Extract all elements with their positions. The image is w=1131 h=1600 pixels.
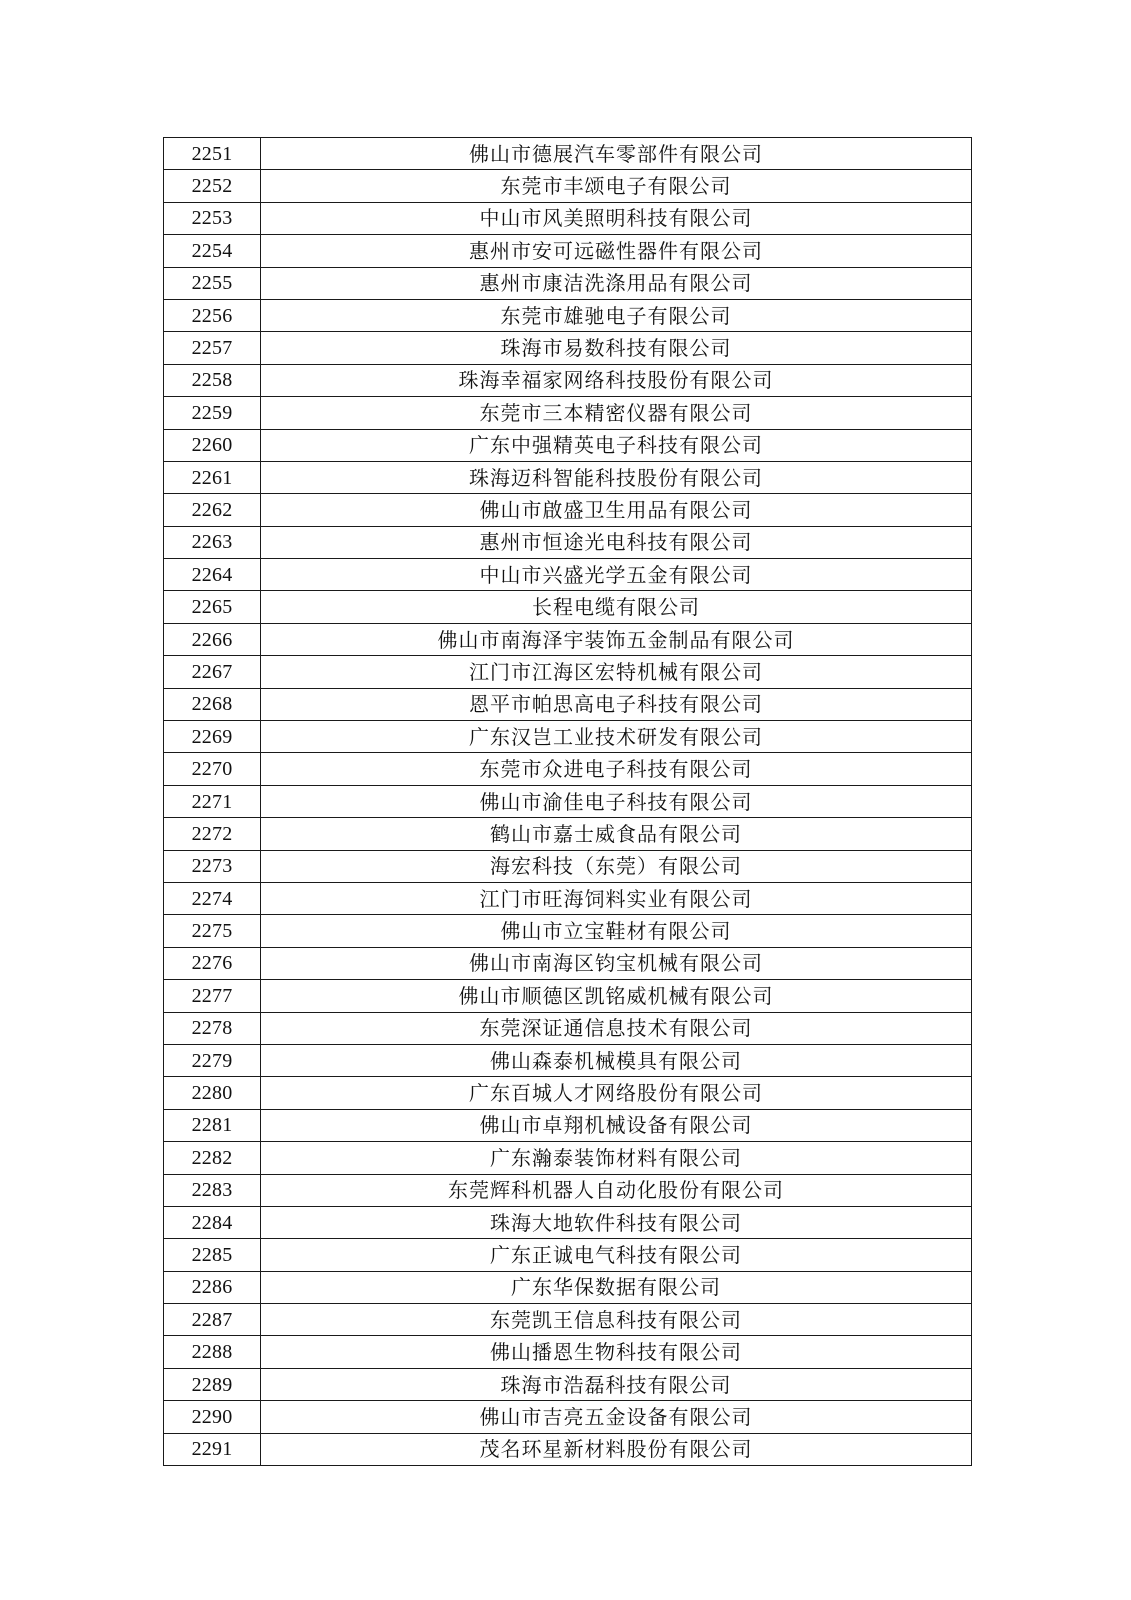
table-row: [164, 1044, 972, 1076]
table-row: [164, 915, 972, 947]
company-name-cell: 佛山森泰机械模具有限公司: [261, 1044, 972, 1076]
company-list-table: [163, 137, 972, 1466]
row-number-cell: 2274: [164, 882, 261, 914]
row-number-cell: 2277: [164, 980, 261, 1012]
table-row: [164, 1109, 972, 1141]
table-row: [164, 429, 972, 461]
company-name-cell: 珠海大地软件科技有限公司: [261, 1206, 972, 1238]
table-row: [164, 526, 972, 558]
row-number-cell: 2270: [164, 753, 261, 785]
company-name-cell: 佛山市啟盛卫生用品有限公司: [261, 494, 972, 526]
table-row: [164, 688, 972, 720]
row-number-cell: 2267: [164, 656, 261, 688]
table-row: [164, 1336, 972, 1368]
table-row: [164, 1271, 972, 1303]
company-name-cell: 广东瀚泰装饰材料有限公司: [261, 1142, 972, 1174]
company-name-cell: 鹤山市嘉士威食品有限公司: [261, 818, 972, 850]
company-name-cell: 东莞凯王信息科技有限公司: [261, 1304, 972, 1336]
company-name-cell: 佛山市德展汽车零部件有限公司: [261, 138, 972, 170]
company-name-cell: 东莞深证通信息技术有限公司: [261, 1012, 972, 1044]
company-name-cell: 惠州市康洁洗涤用品有限公司: [261, 267, 972, 299]
table-row: [164, 267, 972, 299]
company-name-cell: 中山市兴盛光学五金有限公司: [261, 559, 972, 591]
company-name-cell: 东莞辉科机器人自动化股份有限公司: [261, 1174, 972, 1206]
table-body: [164, 138, 972, 1466]
row-number-cell: 2264: [164, 559, 261, 591]
row-number-cell: 2289: [164, 1368, 261, 1400]
row-number-cell: 2283: [164, 1174, 261, 1206]
company-name-cell: 江门市江海区宏特机械有限公司: [261, 656, 972, 688]
row-number-cell: 2262: [164, 494, 261, 526]
table-row: [164, 753, 972, 785]
company-name-cell: 海宏科技（东莞）有限公司: [261, 850, 972, 882]
row-number-cell: 2257: [164, 332, 261, 364]
company-name-cell: 东莞市雄驰电子有限公司: [261, 299, 972, 331]
row-number-cell: 2259: [164, 397, 261, 429]
table-row: [164, 1206, 972, 1238]
row-number-cell: 2269: [164, 721, 261, 753]
row-number-cell: 2285: [164, 1239, 261, 1271]
table-row: [164, 1368, 972, 1400]
table-row: [164, 1401, 972, 1433]
row-number-cell: 2251: [164, 138, 261, 170]
company-name-cell: 东莞市丰颂电子有限公司: [261, 170, 972, 202]
company-name-cell: 广东百城人才网络股份有限公司: [261, 1077, 972, 1109]
company-name-cell: 中山市风美照明科技有限公司: [261, 202, 972, 234]
company-name-cell: 长程电缆有限公司: [261, 591, 972, 623]
company-name-cell: 珠海市浩磊科技有限公司: [261, 1368, 972, 1400]
company-name-cell: 广东华保数据有限公司: [261, 1271, 972, 1303]
table-row: [164, 980, 972, 1012]
table-row: [164, 138, 972, 170]
table-row: [164, 947, 972, 979]
row-number-cell: 2254: [164, 235, 261, 267]
row-number-cell: 2266: [164, 623, 261, 655]
row-number-cell: 2291: [164, 1433, 261, 1465]
company-name-cell: 惠州市安可远磁性器件有限公司: [261, 235, 972, 267]
company-name-cell: 珠海迈科智能科技股份有限公司: [261, 461, 972, 493]
table-row: [164, 559, 972, 591]
row-number-cell: 2256: [164, 299, 261, 331]
table-row: [164, 299, 972, 331]
table-row: [164, 623, 972, 655]
table-row: [164, 1174, 972, 1206]
table-row: [164, 1142, 972, 1174]
company-name-cell: 佛山市渝佳电子科技有限公司: [261, 785, 972, 817]
table-row: [164, 1433, 972, 1465]
row-number-cell: 2287: [164, 1304, 261, 1336]
row-number-cell: 2288: [164, 1336, 261, 1368]
company-name-cell: 东莞市三本精密仪器有限公司: [261, 397, 972, 429]
company-name-cell: 茂名环星新材料股份有限公司: [261, 1433, 972, 1465]
table-row: [164, 364, 972, 396]
row-number-cell: 2286: [164, 1271, 261, 1303]
table-row: [164, 397, 972, 429]
row-number-cell: 2258: [164, 364, 261, 396]
row-number-cell: 2272: [164, 818, 261, 850]
row-number-cell: 2273: [164, 850, 261, 882]
row-number-cell: 2255: [164, 267, 261, 299]
company-name-cell: 广东中强精英电子科技有限公司: [261, 429, 972, 461]
row-number-cell: 2280: [164, 1077, 261, 1109]
company-name-cell: 珠海市易数科技有限公司: [261, 332, 972, 364]
company-name-cell: 佛山播恩生物科技有限公司: [261, 1336, 972, 1368]
company-name-cell: 佛山市顺德区凯铭威机械有限公司: [261, 980, 972, 1012]
company-name-cell: 惠州市恒途光电科技有限公司: [261, 526, 972, 558]
row-number-cell: 2253: [164, 202, 261, 234]
table-row: [164, 785, 972, 817]
row-number-cell: 2290: [164, 1401, 261, 1433]
row-number-cell: 2281: [164, 1109, 261, 1141]
row-number-cell: 2252: [164, 170, 261, 202]
table-row: [164, 1077, 972, 1109]
table-row: [164, 1239, 972, 1271]
company-name-cell: 珠海幸福家网络科技股份有限公司: [261, 364, 972, 396]
row-number-cell: 2260: [164, 429, 261, 461]
table-row: [164, 235, 972, 267]
company-name-cell: 佛山市吉亮五金设备有限公司: [261, 1401, 972, 1433]
company-name-cell: 佛山市卓翔机械设备有限公司: [261, 1109, 972, 1141]
table-row: [164, 721, 972, 753]
company-name-cell: 东莞市众进电子科技有限公司: [261, 753, 972, 785]
row-number-cell: 2279: [164, 1044, 261, 1076]
table-row: [164, 332, 972, 364]
row-number-cell: 2271: [164, 785, 261, 817]
company-name-cell: 江门市旺海饲料实业有限公司: [261, 882, 972, 914]
table-row: [164, 591, 972, 623]
row-number-cell: 2284: [164, 1206, 261, 1238]
table-row: [164, 1012, 972, 1044]
row-number-cell: 2265: [164, 591, 261, 623]
table-row: [164, 818, 972, 850]
company-name-cell: 广东正诚电气科技有限公司: [261, 1239, 972, 1271]
table-row: [164, 170, 972, 202]
company-name-cell: 广东汉岂工业技术研发有限公司: [261, 721, 972, 753]
table-row: [164, 656, 972, 688]
company-name-cell: 佛山市南海泽宇装饰五金制品有限公司: [261, 623, 972, 655]
row-number-cell: 2278: [164, 1012, 261, 1044]
table-row: [164, 461, 972, 493]
table-row: [164, 202, 972, 234]
table-row: [164, 494, 972, 526]
row-number-cell: 2268: [164, 688, 261, 720]
row-number-cell: 2275: [164, 915, 261, 947]
company-name-cell: 佛山市立宝鞋材有限公司: [261, 915, 972, 947]
row-number-cell: 2263: [164, 526, 261, 558]
table-row: [164, 882, 972, 914]
row-number-cell: 2282: [164, 1142, 261, 1174]
company-name-cell: 佛山市南海区钧宝机械有限公司: [261, 947, 972, 979]
company-name-cell: 恩平市帕思高电子科技有限公司: [261, 688, 972, 720]
row-number-cell: 2276: [164, 947, 261, 979]
table-row: [164, 1304, 972, 1336]
table-row: [164, 850, 972, 882]
row-number-cell: 2261: [164, 461, 261, 493]
